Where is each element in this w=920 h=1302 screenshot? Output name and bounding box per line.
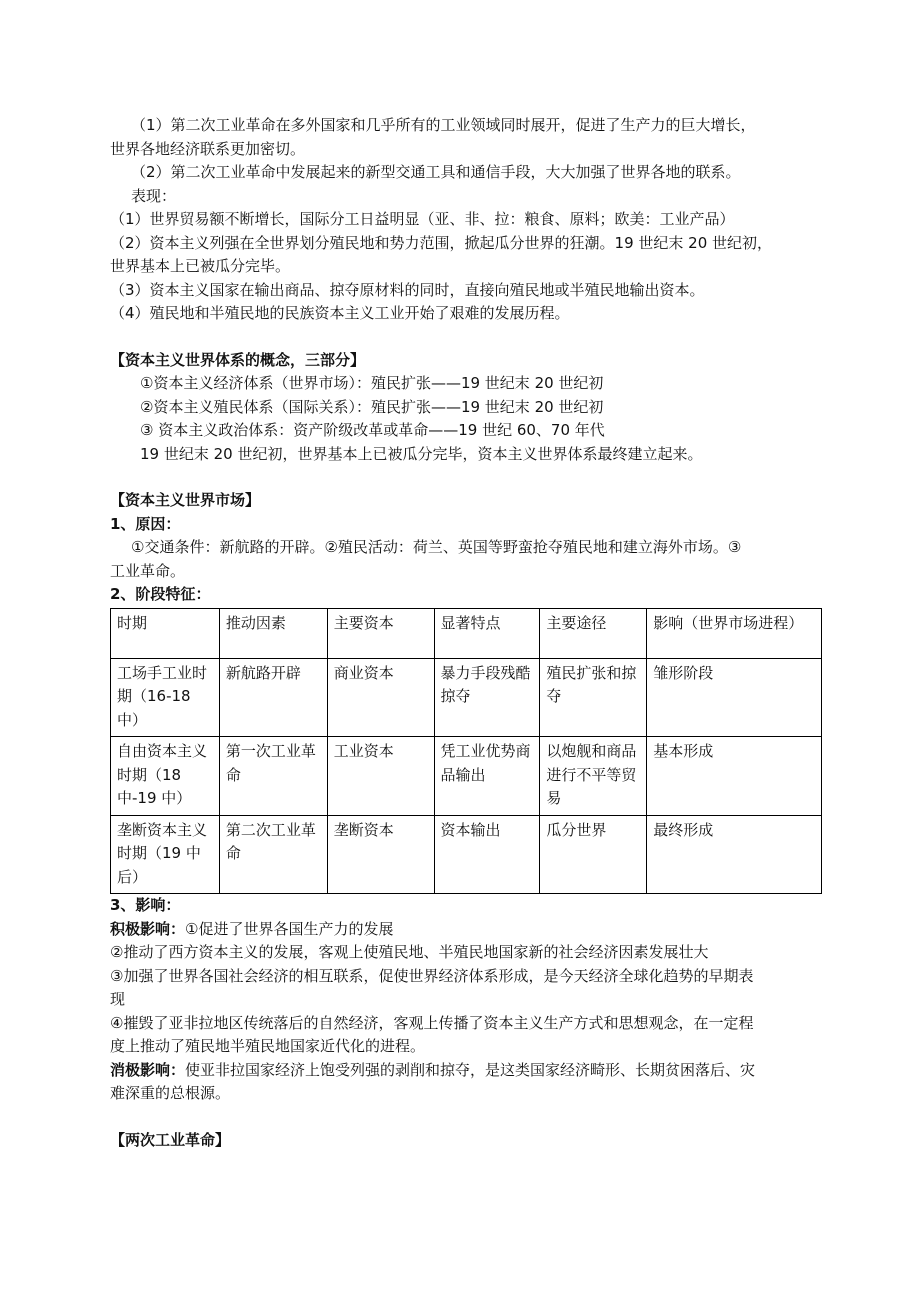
spacer (110, 326, 822, 349)
table-cell: 最终形成 (647, 815, 822, 894)
intro-point-4: （4）殖民地和半殖民地的民族资本主义工业开始了艰难的发展历程。 (110, 304, 570, 322)
positive-impact-2: ②推动了西方资本主义的发展，客观上使殖民地、半殖民地国家新的社会经济因素发展壮大 (110, 943, 709, 961)
table-header-cell: 推动因素 (219, 608, 327, 658)
table-cell: 新航路开辟 (219, 658, 327, 737)
market-reason-text: ①交通条件：新航路的开辟。②殖民活动：荷兰、英国等野蛮抢夺殖民地和建立海外市场。③ (131, 538, 742, 556)
spacer (110, 1106, 822, 1129)
table-row (111, 737, 822, 816)
positive-impact-3: ③加强了世界各国社会经济的相互联系，促使世界经济体系形成，是今天经济全球化趋势的早期表 (110, 966, 754, 985)
intro-manifestation-label: 表现： (131, 186, 177, 205)
document-content (110, 114, 822, 1152)
market-impact-title: 3、影响： (110, 896, 181, 914)
system-item-1: ①资本主义经济体系（世界市场）：殖民扩张——19 世纪末 20 世纪初 (140, 374, 604, 392)
table-cell: 垄断资本主义时期（19 中后） (111, 815, 220, 894)
revolution-heading: 【两次工业革命】 (110, 1130, 231, 1149)
market-reason-text-cont: 工业革命。 (110, 561, 186, 580)
negative-impact-text-cont: 难深重的总根源。 (110, 1084, 231, 1102)
intro-point-1: （1）世界贸易额不断增长，国际分工日益明显（亚、非、拉：粮食、原料；欧美：工业产品） (110, 210, 735, 228)
table-cell: 工场手工业时期（16-18 中） (111, 658, 220, 737)
table-header-cell: 主要资本 (327, 608, 434, 658)
table-cell: 资本输出 (434, 815, 540, 894)
intro-paragraph-1-cont: 世界各地经济联系更加密切。 (110, 139, 306, 158)
system-heading: 【资本主义世界体系的概念，三部分】 (110, 350, 366, 369)
intro-point-3: （3）资本主义国家在输出商品、掠夺原材料的同时，直接向殖民地或半殖民地输出资本。 (110, 280, 705, 299)
table-cell: 以炮舰和商品进行不平等贸易 (540, 737, 647, 816)
table-header-cell: 影响（世界市场进程） (647, 608, 822, 658)
table-cell: 雏形阶段 (647, 658, 822, 737)
table-cell: 第二次工业革命 (219, 815, 327, 894)
table-header-cell: 时期 (111, 608, 220, 658)
intro-point-2-cont: 世界基本上已被瓜分完毕。 (110, 257, 291, 275)
system-summary: 19 世纪末 20 世纪初，世界基本上已被瓜分完毕，资本主义世界体系最终建立起来。 (140, 444, 703, 463)
positive-impact-4-cont: 度上推动了殖民地半殖民地国家近代化的进程。 (110, 1037, 426, 1055)
table-cell: 第一次工业革命 (219, 737, 327, 816)
table-header-cell: 显著特点 (434, 608, 540, 658)
table-header-row (111, 608, 822, 658)
stage-table (110, 608, 822, 895)
table-cell: 暴力手段残酷掠夺 (434, 658, 540, 737)
table-cell: 垄断资本 (327, 815, 434, 894)
market-heading: 【资本主义世界市场】 (110, 491, 261, 509)
positive-impact-1: ①促进了世界各国生产力的发展 (185, 919, 394, 938)
table-cell: 殖民扩张和掠夺 (540, 658, 647, 737)
table-cell: 瓜分世界 (540, 815, 647, 894)
intro-paragraph-2: （2）第二次工业革命中发展起来的新型交通工具和通信手段，大大加强了世界各地的联系。 (131, 163, 741, 181)
table-header-cell: 主要途径 (540, 608, 647, 658)
negative-impact-text: 使亚非拉国家经济上饱受列强的剥削和掠夺，是这类国家经济畸形、长期贫困落后、灾 (185, 1060, 756, 1079)
intro-point-2: （2）资本主义列强在全世界划分殖民地和势力范围，掀起瓜分世界的狂潮。19 世纪末 20 世纪初， (110, 233, 773, 252)
negative-impact-line (110, 1059, 822, 1083)
positive-impact-label: 积极影响： (110, 919, 186, 938)
table-row (111, 815, 822, 894)
market-reason-title: 1、原因： (110, 514, 181, 533)
table-cell: 商业资本 (327, 658, 434, 737)
positive-impact-3-cont: 现 (110, 990, 126, 1008)
intro-paragraph-1: （1）第二次工业革命在多外国家和几乎所有的工业领域同时展开，促进了生产力的巨大增长， (131, 116, 756, 134)
system-item-2: ②资本主义殖民体系（国际关系）：殖民扩张——19 世纪末 20 世纪初 (140, 397, 604, 416)
market-stage-title: 2、阶段特征： (110, 585, 211, 603)
table-cell: 基本形成 (647, 737, 822, 816)
table-cell: 自由资本主义时期（18 中-19 中） (111, 737, 220, 816)
system-item-3: ③ 资本主义政治体系：资产阶级改革或革命——19 世纪 60、70 年代 (140, 421, 605, 439)
table-cell: 工业资本 (327, 737, 434, 816)
spacer (110, 466, 822, 489)
negative-impact-label: 消极影响： (110, 1060, 186, 1079)
positive-impact-4: ④摧毁了亚非拉地区传统落后的自然经济，客观上传播了资本主义生产方式和思想观念，在一定程 (110, 1013, 754, 1032)
table-row (111, 658, 822, 737)
table-cell: 凭工业优势商品输出 (434, 737, 540, 816)
positive-impact-line (110, 918, 822, 942)
